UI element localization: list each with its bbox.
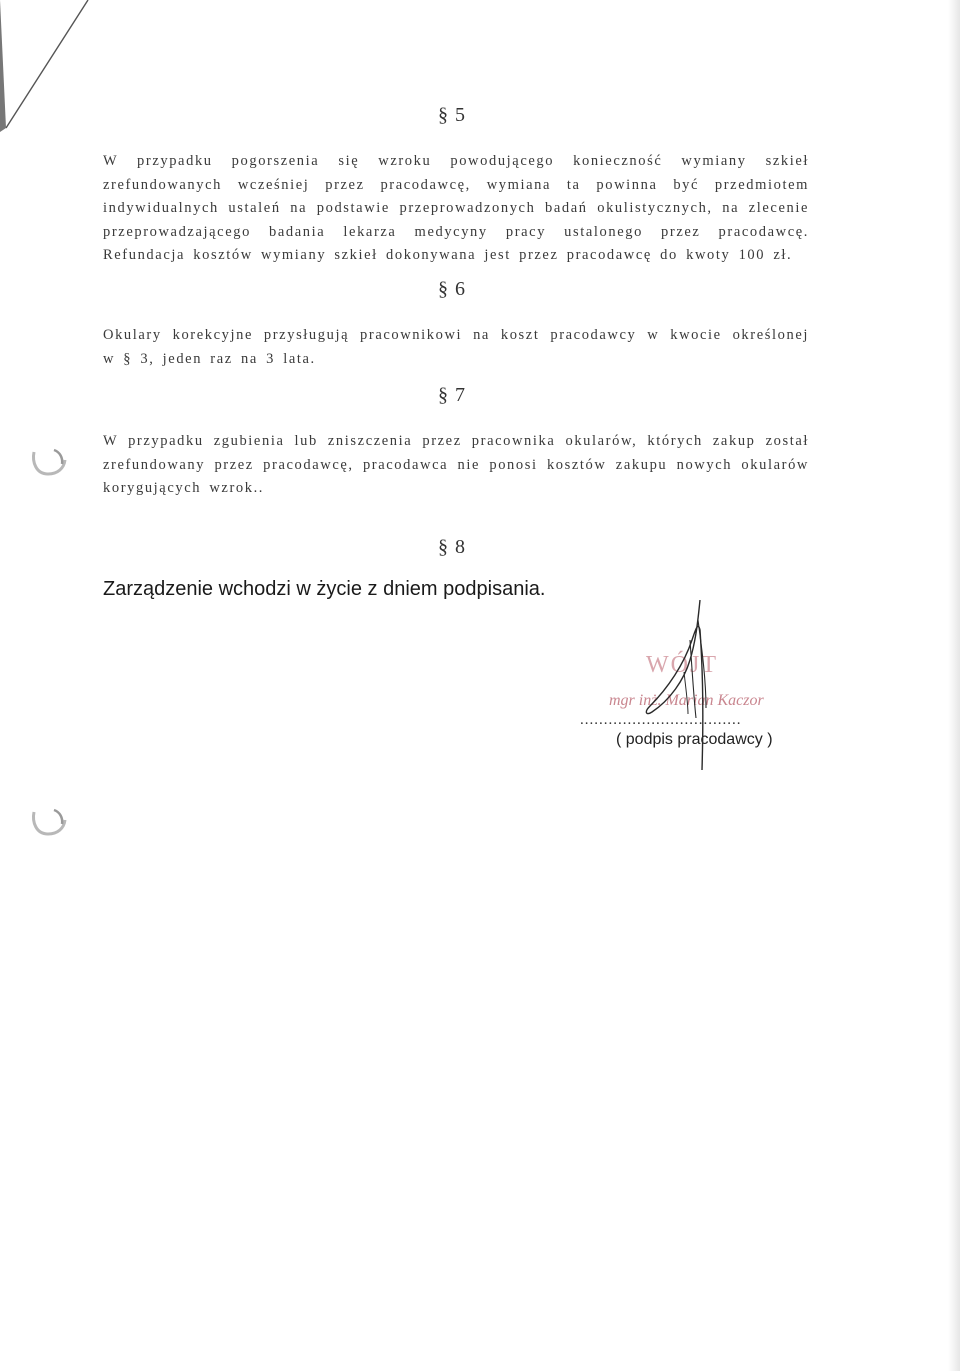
section-6-paragraph — [103, 324, 809, 371]
scan-edge-shadow — [948, 0, 960, 1371]
handwritten-signature — [580, 600, 810, 780]
folded-corner-artifact — [0, 0, 100, 140]
stamp-name: mgr inż. Marian Kaczor — [609, 692, 764, 709]
punch-hole-top — [30, 440, 70, 480]
section-7-heading: § 7 — [438, 384, 466, 406]
closing-statement: Zarządzenie wchodzi w życie z dniem podpisania. — [103, 578, 546, 600]
text-line: W przypadku pogorszenia się wzroku powodującego konieczność wymiany szkieł — [103, 153, 809, 169]
section-8-heading: § 8 — [438, 536, 466, 558]
text-line: W przypadku zgubienia lub zniszczenia przez pracownika okularów, których zakup został — [103, 433, 809, 449]
text-line: zrefundowany przez pracodawcę, pracodawca nie ponosi kosztów zakupu nowych okularów — [103, 456, 809, 473]
text-line: przeprowadzającego badania lekarza medycyny pracy ustalonego przez pracodawcę. — [103, 223, 809, 240]
text-line: korygujących wzrok.. — [103, 480, 265, 496]
signature-line: .................................. — [580, 712, 742, 728]
text-line: Refundacja kosztów wymiany szkieł dokonywana jest przez pracodawcę do kwoty 100 zł. — [103, 247, 793, 263]
section-7-paragraph — [103, 430, 809, 501]
signature-block — [580, 600, 810, 780]
section-6-heading: § 6 — [438, 278, 466, 300]
text-line: indywidualnych ustaleń na podstawie przeprowadzonych badań okulistycznych, na zlecenie — [103, 200, 809, 216]
signature-caption: ( podpis pracodawcy ) — [616, 731, 773, 748]
section-5-paragraph — [103, 150, 809, 268]
punch-hole-bottom — [30, 800, 70, 840]
stamp-title: WÓJT — [646, 652, 718, 678]
section-5-heading: § 5 — [438, 104, 466, 126]
text-line: w § 3, jeden raz na 3 lata. — [103, 350, 316, 367]
text-line: zrefundowanych wcześniej przez pracodawcę, wymiana ta powinna być przedmiotem — [103, 176, 809, 193]
text-line: Okulary korekcyjne przysługują pracownikowi na koszt pracodawcy w kwocie określonej — [103, 327, 809, 343]
